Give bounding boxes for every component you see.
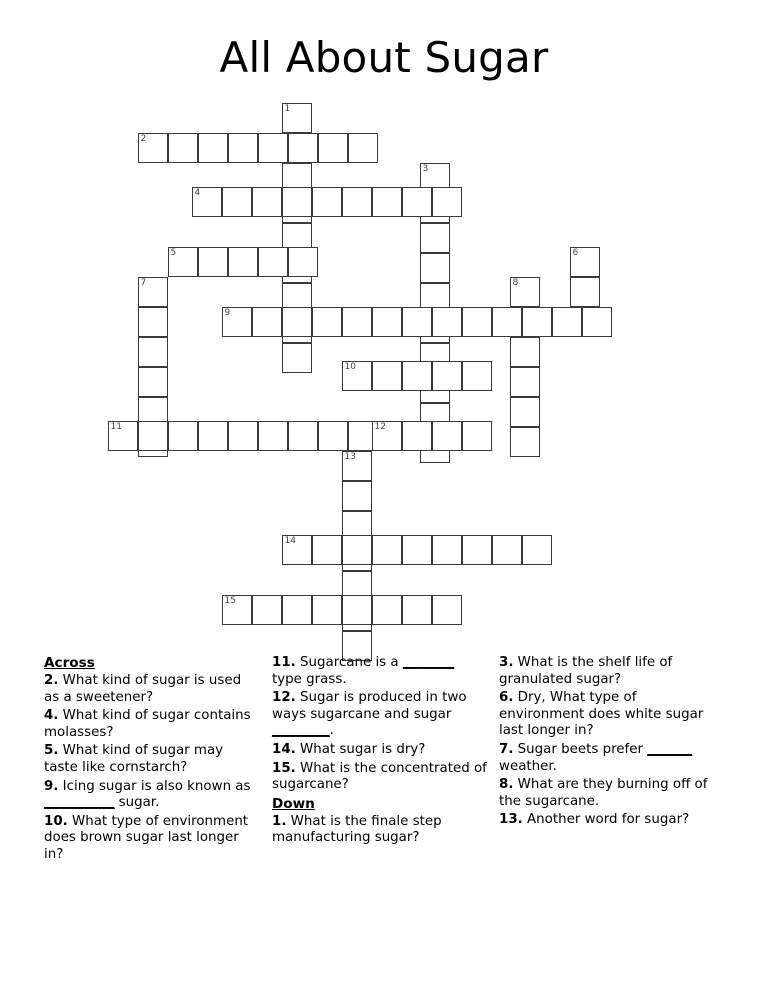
crossword-cell[interactable] bbox=[288, 133, 318, 163]
clue-text: What is the concentrated of sugarcane? bbox=[272, 760, 487, 793]
clue-text: What is the shelf life of granulated sugar? bbox=[499, 655, 673, 687]
clue-text: Sugar beets prefer bbox=[517, 741, 643, 757]
crossword-cell[interactable] bbox=[138, 367, 168, 397]
crossword-cell[interactable] bbox=[402, 307, 432, 337]
crossword-cell[interactable] bbox=[198, 133, 228, 163]
across-heading: Across bbox=[44, 655, 95, 671]
crossword-cell[interactable] bbox=[312, 595, 342, 625]
crossword-cell[interactable] bbox=[282, 343, 312, 373]
clue-across-10 bbox=[44, 814, 259, 864]
crossword-cell[interactable] bbox=[282, 595, 312, 625]
crossword-cell[interactable] bbox=[348, 133, 378, 163]
clue-text-after: sugar. bbox=[118, 795, 160, 811]
clue-text: Sugarcane is a bbox=[300, 655, 399, 670]
cell-number: 10 bbox=[344, 362, 356, 372]
crossword-cell[interactable] bbox=[402, 361, 432, 391]
crossword-cell[interactable] bbox=[462, 421, 492, 451]
crossword-cell[interactable] bbox=[198, 247, 228, 277]
crossword-cell[interactable] bbox=[138, 307, 168, 337]
cell-number: 12 bbox=[374, 422, 386, 432]
crossword-cell[interactable] bbox=[228, 421, 258, 451]
crossword-cell[interactable] bbox=[402, 421, 432, 451]
cell-number: 14 bbox=[284, 536, 296, 546]
crossword-cell[interactable] bbox=[168, 421, 198, 451]
crossword-cell[interactable] bbox=[138, 133, 168, 163]
crossword-cell[interactable] bbox=[492, 307, 522, 337]
crossword-cell[interactable] bbox=[318, 421, 348, 451]
crossword-cell[interactable] bbox=[372, 535, 402, 565]
clues-section bbox=[0, 655, 768, 994]
crossword-cell[interactable] bbox=[510, 397, 540, 427]
crossword-cell[interactable] bbox=[138, 277, 168, 307]
crossword-cell[interactable] bbox=[138, 337, 168, 367]
clue-text: What sugar is dry? bbox=[300, 741, 426, 757]
clue-number: 13. bbox=[499, 812, 523, 828]
crossword-cell[interactable] bbox=[570, 247, 600, 277]
down-heading: Down bbox=[272, 795, 315, 812]
clue-text: Icing sugar is also known as bbox=[62, 778, 251, 794]
crossword-cell[interactable] bbox=[312, 187, 342, 217]
crossword-cell[interactable] bbox=[252, 307, 282, 337]
crossword-cell[interactable] bbox=[312, 307, 342, 337]
crossword-cell[interactable] bbox=[342, 307, 372, 337]
crossword-cell[interactable] bbox=[198, 421, 228, 451]
crossword-cell[interactable] bbox=[168, 247, 198, 277]
clue-number: 9. bbox=[44, 778, 59, 794]
cell-number: 1 bbox=[284, 104, 291, 114]
cell-number: 3 bbox=[422, 164, 429, 174]
crossword-cell[interactable] bbox=[510, 427, 540, 457]
crossword-cell[interactable] bbox=[288, 421, 318, 451]
crossword-cell[interactable] bbox=[372, 187, 402, 217]
clue-text-after: type grass. bbox=[272, 671, 347, 687]
crossword-cell[interactable] bbox=[492, 535, 522, 565]
crossword-cell[interactable] bbox=[522, 307, 552, 337]
clue-number: 15. bbox=[272, 760, 296, 776]
cell-number: 4 bbox=[194, 188, 201, 198]
clue-number: 1. bbox=[272, 813, 287, 829]
clue-across-11 bbox=[272, 655, 487, 688]
clue-across-4 bbox=[44, 708, 259, 741]
clue-text: What is the finale step manufacturing sugar? bbox=[272, 813, 442, 846]
crossword-cell[interactable] bbox=[342, 187, 372, 217]
crossword-cell[interactable] bbox=[168, 133, 198, 163]
crossword-cell[interactable] bbox=[192, 187, 222, 217]
clue-text: Another word for sugar? bbox=[527, 812, 690, 828]
clue-text-after: . bbox=[329, 723, 334, 739]
clue-number: 2. bbox=[44, 673, 59, 688]
crossword-cell[interactable] bbox=[402, 595, 432, 625]
cell-number: 8 bbox=[512, 278, 519, 288]
page-title: All About Sugar bbox=[219, 33, 549, 82]
clue-across-15 bbox=[272, 761, 487, 794]
cell-number: 5 bbox=[170, 248, 177, 258]
crossword-cell[interactable] bbox=[372, 307, 402, 337]
crossword-cell[interactable] bbox=[252, 187, 282, 217]
crossword-cell[interactable] bbox=[510, 367, 540, 397]
crossword-cell[interactable] bbox=[108, 421, 138, 451]
clue-across-9 bbox=[44, 779, 259, 812]
cell-number: 7 bbox=[140, 278, 147, 288]
crossword-cell[interactable] bbox=[582, 307, 612, 337]
crossword-cell[interactable] bbox=[522, 535, 552, 565]
crossword-cell[interactable] bbox=[342, 451, 372, 481]
crossword-cell[interactable] bbox=[372, 361, 402, 391]
crossword-cell[interactable] bbox=[432, 307, 462, 337]
clue-across-12 bbox=[272, 690, 487, 740]
crossword-cell[interactable] bbox=[282, 103, 312, 133]
cell-number: 11 bbox=[110, 422, 122, 432]
crossword-cell[interactable] bbox=[570, 277, 600, 307]
cell-number: 6 bbox=[572, 248, 579, 258]
clue-number: 7. bbox=[499, 741, 514, 757]
crossword-cell[interactable] bbox=[282, 535, 312, 565]
crossword-cell[interactable] bbox=[342, 535, 372, 565]
crossword-cell[interactable] bbox=[372, 421, 402, 451]
crossword-cell[interactable] bbox=[462, 361, 492, 391]
cell-number: 9 bbox=[224, 308, 231, 318]
clue-down-1 bbox=[272, 814, 487, 847]
clue-down-8 bbox=[499, 777, 721, 810]
crossword-cell[interactable] bbox=[288, 247, 318, 277]
clue-down-3 bbox=[499, 655, 721, 688]
clue-blank: ___________ bbox=[44, 795, 115, 811]
cell-number: 13 bbox=[344, 452, 356, 462]
crossword-cell[interactable] bbox=[258, 247, 288, 277]
clue-text: What type of environment does brown sugar last longer in? bbox=[44, 813, 249, 862]
clue-number: 3. bbox=[499, 655, 514, 670]
clue-number: 4. bbox=[44, 708, 59, 724]
clue-down-7 bbox=[499, 742, 721, 775]
crossword-cell[interactable] bbox=[342, 595, 372, 625]
crossword-cell[interactable] bbox=[342, 361, 372, 391]
clue-number: 10. bbox=[44, 813, 68, 829]
crossword-cell[interactable] bbox=[222, 595, 252, 625]
clues-column-2 bbox=[272, 655, 487, 849]
crossword-cell[interactable] bbox=[462, 307, 492, 337]
clue-blank: _______ bbox=[647, 741, 693, 757]
crossword-cell[interactable] bbox=[420, 253, 450, 283]
clue-blank: _________ bbox=[272, 723, 330, 739]
crossword-cell[interactable] bbox=[432, 535, 462, 565]
clues-column-3 bbox=[499, 655, 721, 831]
crossword-cell[interactable] bbox=[402, 187, 432, 217]
crossword-cell[interactable] bbox=[258, 133, 288, 163]
crossword-cell[interactable] bbox=[432, 595, 462, 625]
clue-number: 14. bbox=[272, 741, 296, 757]
clue-text: Sugar is produced in two ways sugarcane and sugar bbox=[272, 690, 467, 722]
crossword-cell[interactable] bbox=[228, 133, 258, 163]
crossword-cell[interactable] bbox=[552, 307, 582, 337]
crossword-cell[interactable] bbox=[342, 481, 372, 511]
crossword-cell[interactable] bbox=[420, 223, 450, 253]
crossword-cell[interactable] bbox=[510, 277, 540, 307]
clue-number: 12. bbox=[272, 690, 296, 706]
crossword-cell[interactable] bbox=[432, 361, 462, 391]
clues-column-1 bbox=[44, 655, 259, 866]
crossword-cell[interactable] bbox=[318, 133, 348, 163]
crossword-cell[interactable] bbox=[138, 421, 168, 451]
crossword-cell[interactable] bbox=[372, 595, 402, 625]
clue-number: 11. bbox=[272, 655, 296, 670]
crossword-cell[interactable] bbox=[510, 337, 540, 367]
crossword-cell[interactable] bbox=[312, 535, 342, 565]
clue-down-6 bbox=[499, 690, 721, 740]
crossword-cell[interactable] bbox=[222, 187, 252, 217]
crossword-cell[interactable] bbox=[282, 307, 312, 337]
crossword-cell[interactable] bbox=[252, 595, 282, 625]
clue-text: What kind of sugar contains molasses? bbox=[44, 708, 251, 740]
crossword-cell[interactable] bbox=[282, 187, 312, 217]
crossword-cell[interactable] bbox=[258, 421, 288, 451]
crossword-cell[interactable] bbox=[432, 187, 462, 217]
crossword-cell[interactable] bbox=[228, 247, 258, 277]
crossword-cell[interactable] bbox=[432, 421, 462, 451]
cell-number: 2 bbox=[140, 134, 147, 144]
clue-blank: ________ bbox=[402, 655, 455, 670]
crossword-cell[interactable] bbox=[222, 307, 252, 337]
clue-text: What kind of sugar may taste like cornstarch? bbox=[44, 743, 224, 775]
crossword-cell[interactable] bbox=[462, 535, 492, 565]
clue-text: What are they burning off of the sugarcane. bbox=[499, 777, 708, 809]
clue-number: 6. bbox=[499, 690, 514, 706]
clue-across-5 bbox=[44, 743, 259, 776]
crossword-cell[interactable] bbox=[402, 535, 432, 565]
clue-across-14 bbox=[272, 742, 487, 759]
cell-number: 15 bbox=[224, 596, 236, 606]
clue-text: Dry, What type of environment does white sugar last longer in? bbox=[499, 690, 704, 739]
clue-across-2 bbox=[44, 673, 259, 706]
clue-text: What kind of sugar is used as a sweetener? bbox=[44, 673, 242, 705]
clue-number: 8. bbox=[499, 777, 514, 793]
clue-down-13 bbox=[499, 812, 721, 829]
clue-number: 5. bbox=[44, 743, 59, 759]
clue-text-after: weather. bbox=[499, 758, 557, 774]
